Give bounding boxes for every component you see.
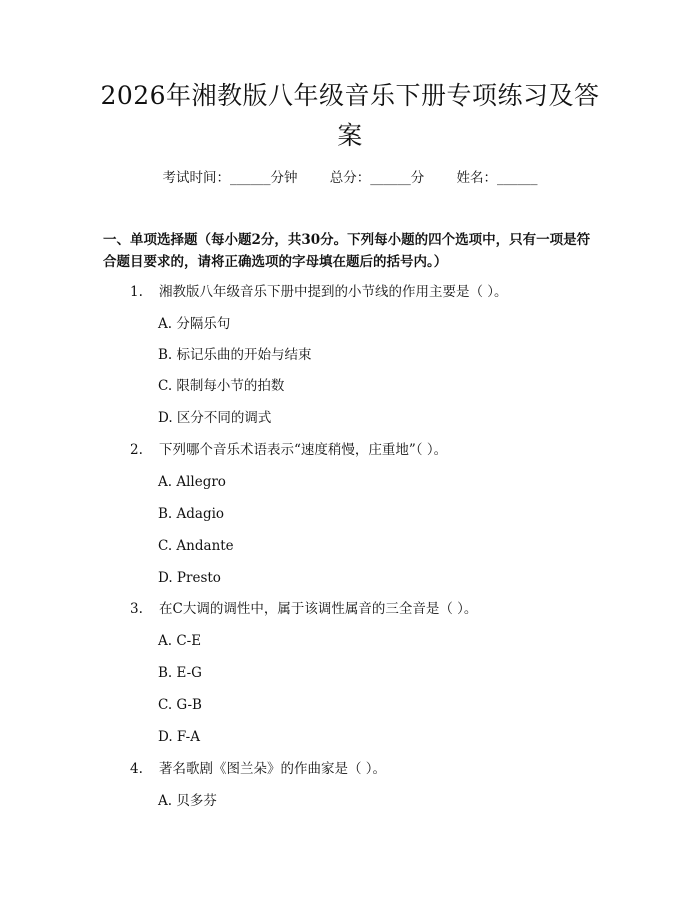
option-1a: A. 分隔乐句 xyxy=(158,316,231,332)
option-3d: D. F-A xyxy=(158,729,200,745)
exam-time: 考试时间：______分钟 xyxy=(162,170,298,186)
option-2b: B. Adagio xyxy=(158,506,225,522)
option-2c: C. Andante xyxy=(158,538,234,554)
option-3c: C. G-B xyxy=(158,697,202,713)
option-2d: D. Presto xyxy=(158,570,221,586)
option-3b: B. E-G xyxy=(158,665,202,681)
question-1 xyxy=(130,282,508,302)
question-text: 湘教版八年级音乐下册中提到的小节线的作用主要是（ ）。 xyxy=(159,284,508,300)
question-text: 下列哪个音乐术语表示“速度稍慢，庄重地”（ ）。 xyxy=(159,442,448,458)
option-2a: A. Allegro xyxy=(158,474,226,490)
option-4a: A. 贝多芬 xyxy=(158,793,217,809)
student-name: 姓名：______ xyxy=(456,170,538,186)
section-heading: 一、单项选择题（每小题2分，共30分。下列每小题的四个选项中，只有一项是符合题目要求的，请将正确选项的字母填在题后的括号内。） xyxy=(103,232,591,270)
total-score: 总分：______分 xyxy=(329,170,425,186)
question-text: 在C大调的调性中，属于该调性属音的三全音是（ ）。 xyxy=(159,601,478,617)
exam-meta xyxy=(0,168,700,188)
page-title: 2026年湘教版八年级音乐下册专项练习及答案 xyxy=(100,81,600,150)
option-1c: C. 限制每小节的拍数 xyxy=(158,378,285,394)
option-1d: D. 区分不同的调式 xyxy=(158,410,272,426)
question-4 xyxy=(130,759,386,779)
question-number: 3. xyxy=(130,601,143,617)
question-number: 4. xyxy=(130,761,143,777)
question-3 xyxy=(130,599,477,619)
option-1b: B. 标记乐曲的开始与结束 xyxy=(158,347,312,363)
question-number: 1. xyxy=(130,284,143,300)
option-3a: A. C-E xyxy=(158,633,202,649)
question-2 xyxy=(130,440,447,460)
question-text: 著名歌剧《图兰朵》的作曲家是（ ）。 xyxy=(159,761,387,777)
question-number: 2. xyxy=(130,442,143,458)
